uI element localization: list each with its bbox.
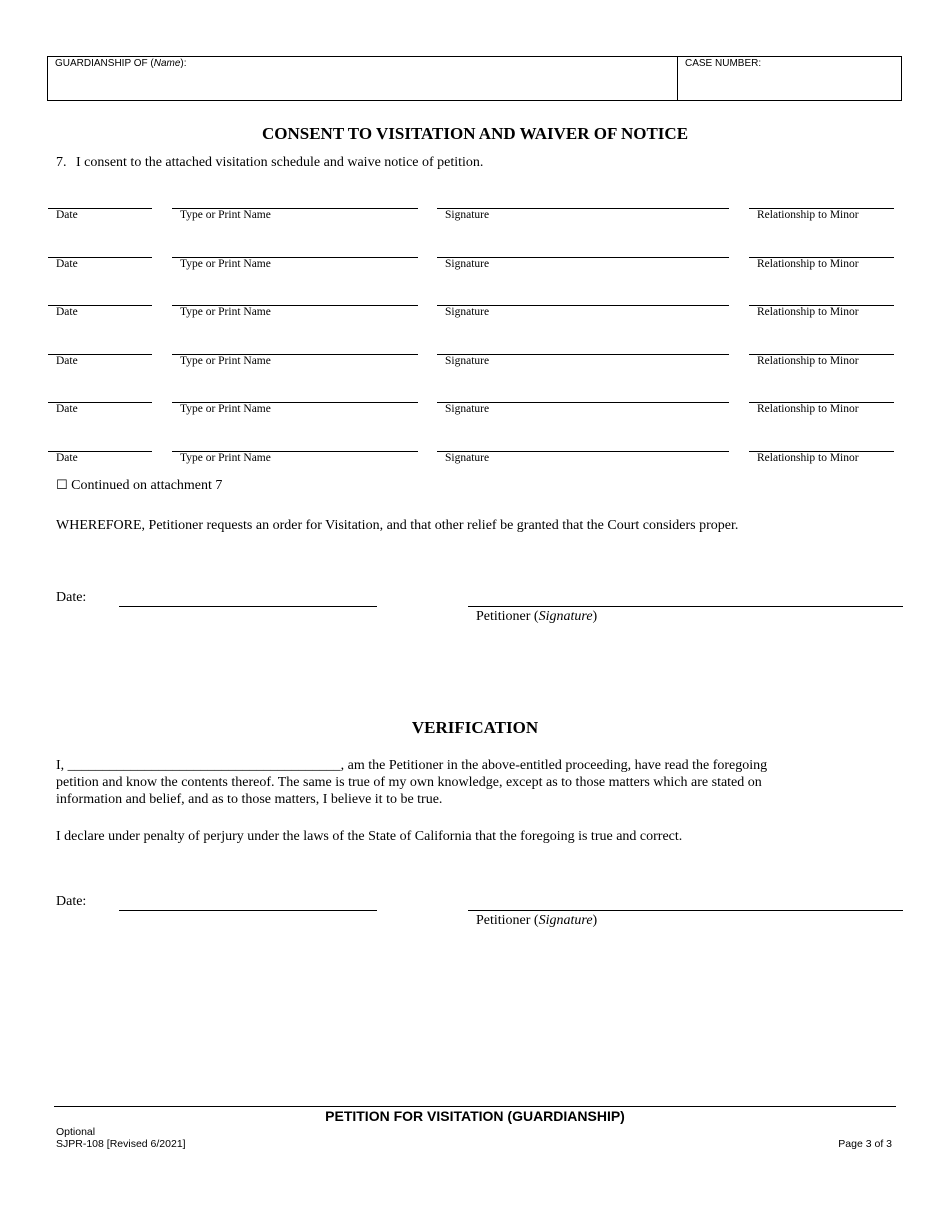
date-label: Date: [56, 306, 78, 318]
wherefore-paragraph: WHEREFORE, Petitioner requests an order for Visitation, and that other relief be granted that the Court considers proper.: [56, 518, 739, 533]
consent-petitioner-signature-line[interactable]: [468, 606, 903, 607]
relationship-label: Relationship to Minor: [757, 306, 859, 318]
verification-petitioner-signature-line[interactable]: [468, 910, 903, 911]
continued-attachment-checkbox[interactable]: [56, 477, 222, 494]
petitioner-name-blank[interactable]: _______________________________________: [67, 758, 341, 773]
date-label: Date: [56, 258, 78, 270]
footer-optional: Optional: [56, 1126, 96, 1138]
footer-rule: [54, 1106, 896, 1107]
signature-label: Signature: [445, 209, 490, 221]
print-name-label: Type or Print Name: [180, 258, 271, 270]
signature-label: Signature: [445, 355, 490, 367]
case-number-field[interactable]: [685, 72, 895, 96]
consent-date-line[interactable]: [119, 606, 377, 607]
footer-form-title: PETITION FOR VISITATION (GUARDIANSHIP): [325, 1108, 625, 1124]
consent-item-number: 7.: [56, 155, 67, 170]
perjury-declaration: I declare under penalty of perjury under the laws of the State of California that the foregoing is true and correct.: [56, 829, 683, 844]
verification-line-2: petition and know the contents thereof. The same is true of my own knowledge, except as to those matters which are stated on: [56, 775, 762, 790]
signature-label: Signature: [445, 306, 490, 318]
footer-page-number: Page 3 of 3: [838, 1138, 892, 1150]
relationship-label: Relationship to Minor: [757, 258, 859, 270]
print-name-label: Type or Print Name: [180, 355, 271, 367]
date-label: Date: [56, 209, 78, 221]
relationship-label: Relationship to Minor: [757, 452, 859, 464]
guardianship-name-field[interactable]: [55, 72, 670, 96]
date-label: Date: [56, 452, 78, 464]
consent-item-text: I consent to the attached visitation schedule and waive notice of petition.: [76, 155, 484, 170]
caption-divider: [677, 56, 678, 101]
print-name-label: Type or Print Name: [180, 306, 271, 318]
verification-petitioner-label: Petitioner (Signature): [476, 913, 598, 928]
signature-label: Signature: [445, 452, 490, 464]
verification-date-label: Date:: [56, 894, 87, 909]
guardianship-label: GUARDIANSHIP OF (Name):: [55, 58, 187, 69]
case-number-label: CASE NUMBER:: [685, 58, 762, 69]
date-label: Date: [56, 403, 78, 415]
signature-label: Signature: [445, 258, 490, 270]
verification-line-1: I, _______________________________________, am the Petitioner in the above-entitled proceeding, have read the foregoing: [56, 758, 768, 773]
signature-label: Signature: [445, 403, 490, 415]
checkbox-icon[interactable]: ☐: [56, 478, 68, 493]
consent-date-label: Date:: [56, 590, 87, 605]
print-name-label: Type or Print Name: [180, 403, 271, 415]
footer-form-id: SJPR-108 [Revised 6/2021]: [56, 1138, 186, 1150]
verification-title: VERIFICATION: [411, 718, 539, 737]
continued-attachment-label: Continued on attachment 7: [71, 478, 223, 493]
consent-title: CONSENT TO VISITATION AND WAIVER OF NOTICE: [261, 124, 689, 143]
relationship-label: Relationship to Minor: [757, 355, 859, 367]
relationship-label: Relationship to Minor: [757, 403, 859, 415]
print-name-label: Type or Print Name: [180, 209, 271, 221]
consent-petitioner-label: Petitioner (Signature): [476, 609, 598, 624]
date-label: Date: [56, 355, 78, 367]
print-name-label: Type or Print Name: [180, 452, 271, 464]
verification-line-3: information and belief, and as to those matters, I believe it to be true.: [56, 792, 443, 807]
verification-date-line[interactable]: [119, 910, 377, 911]
relationship-label: Relationship to Minor: [757, 209, 859, 221]
